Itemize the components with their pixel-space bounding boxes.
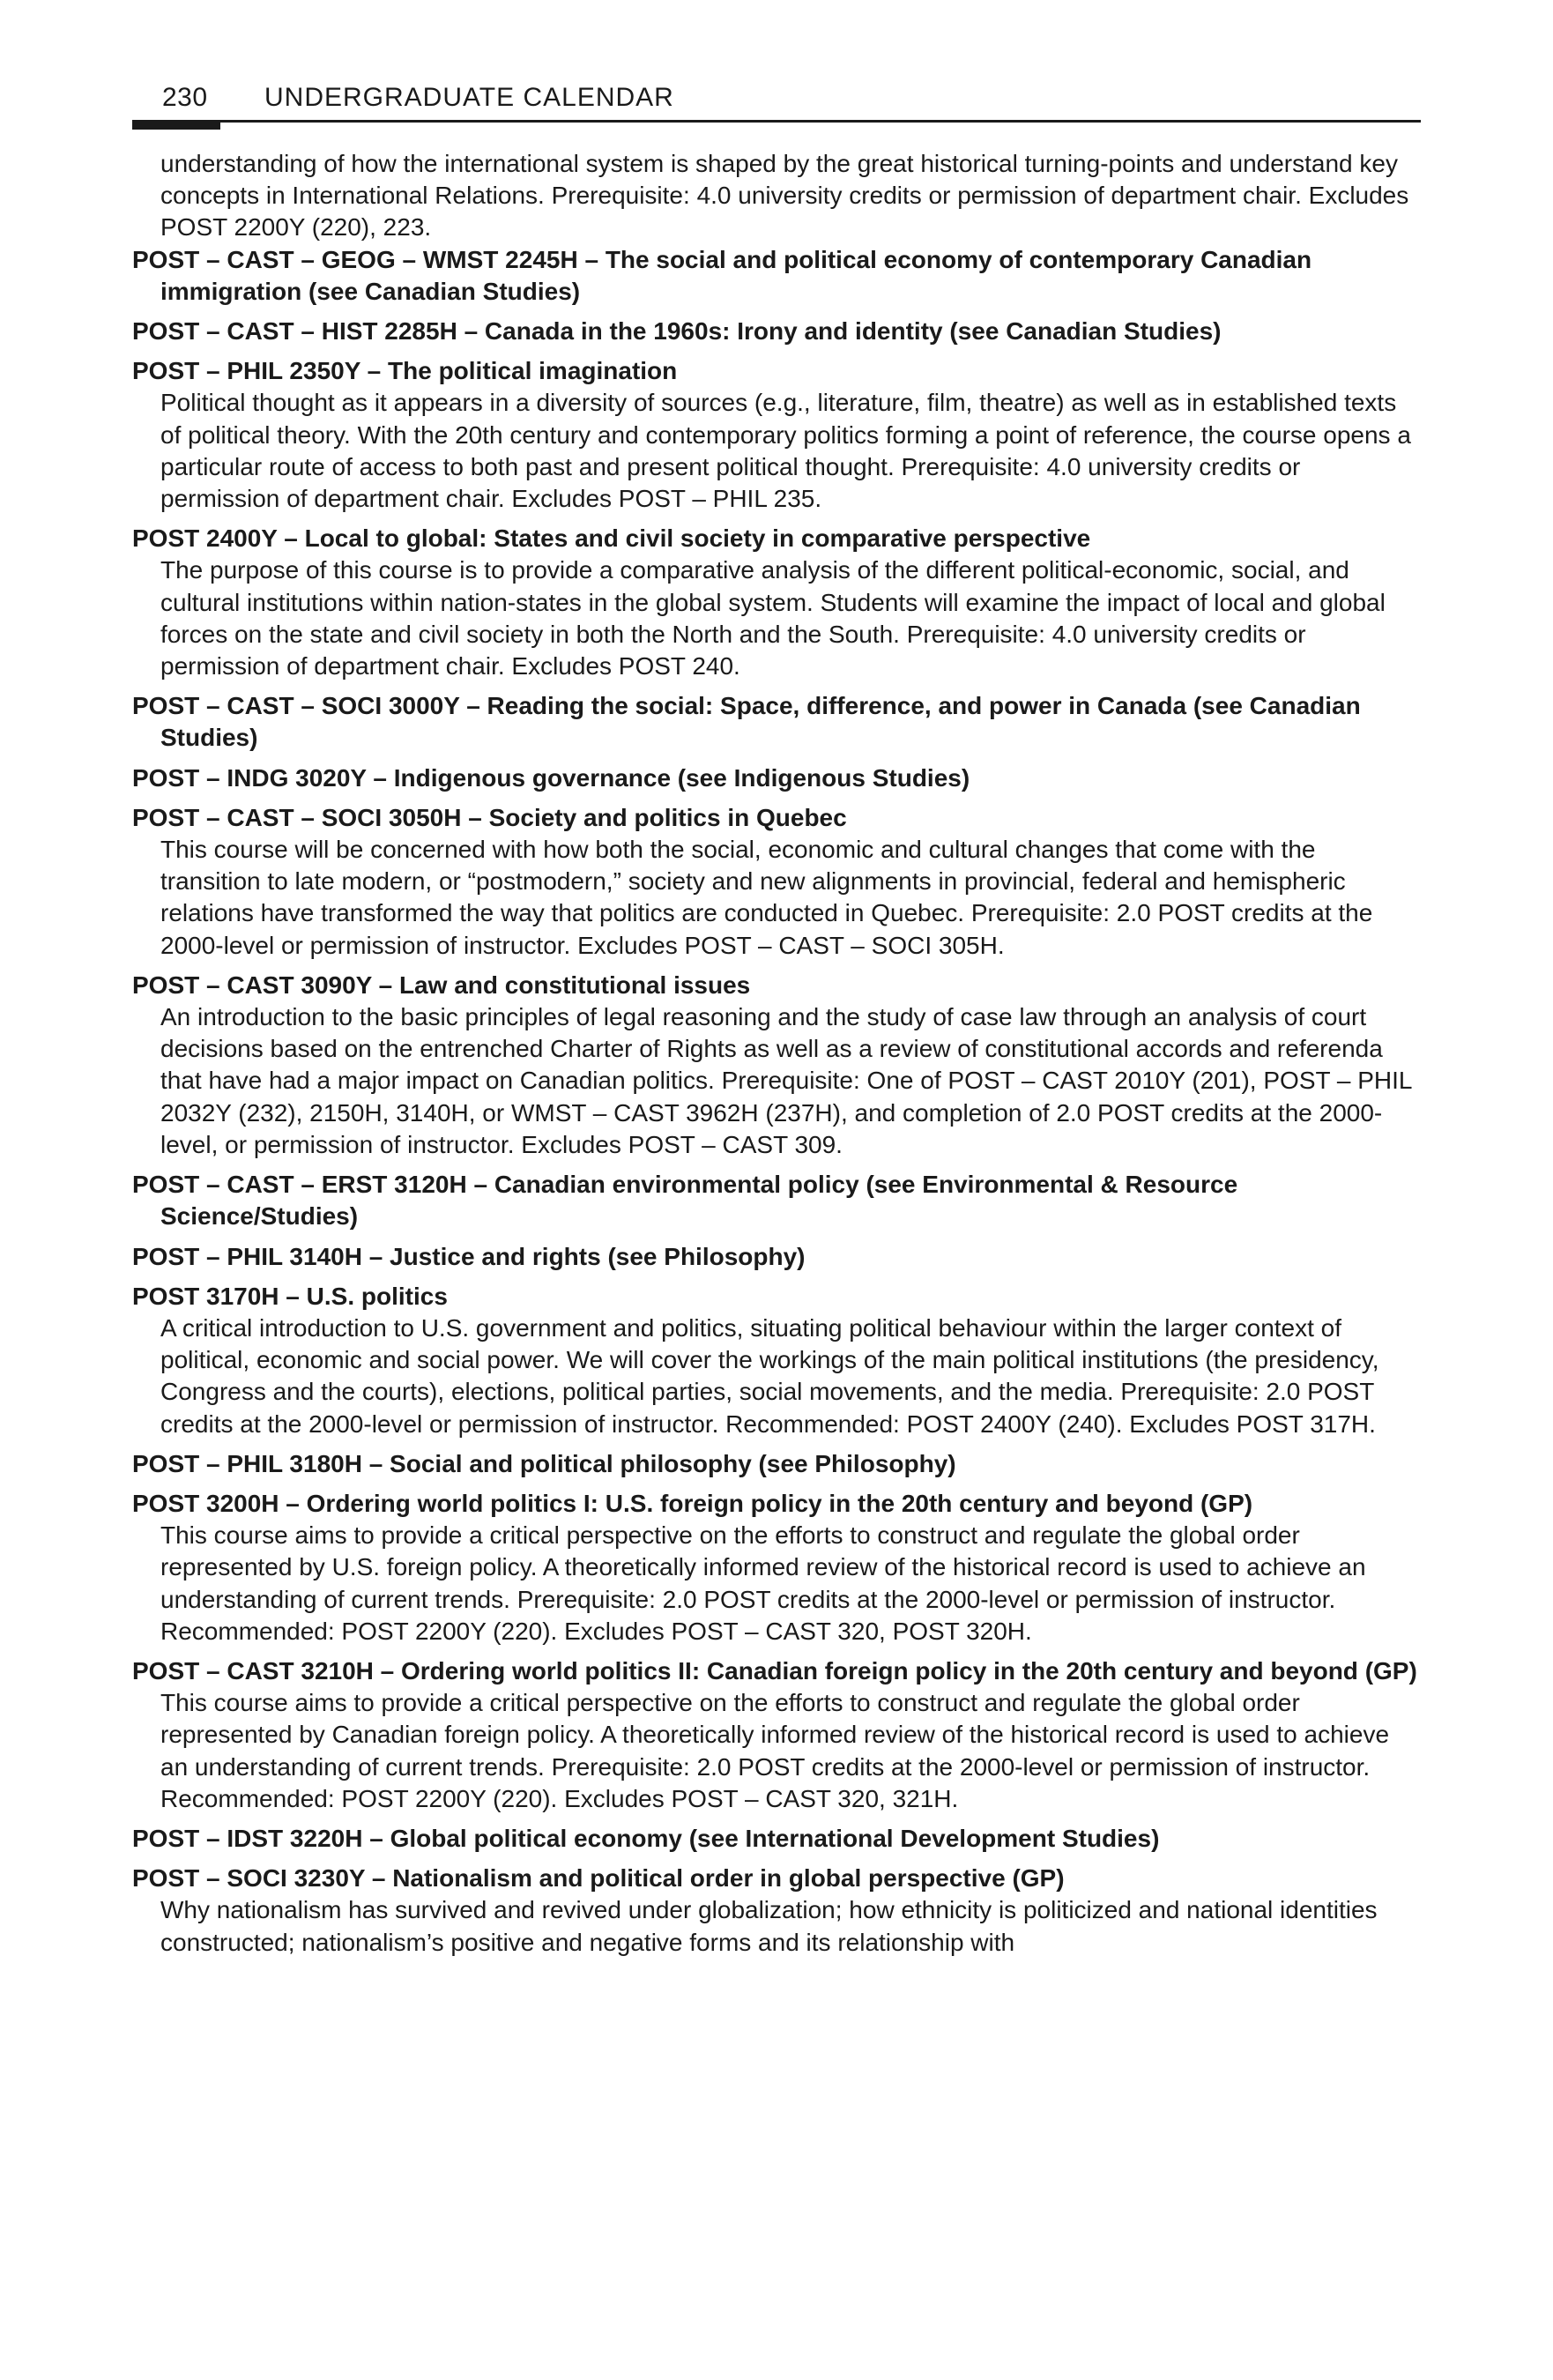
course-entry	[132, 690, 1421, 754]
page-number: 230	[162, 83, 208, 112]
course-entry	[132, 1448, 1421, 1480]
course-title: POST – CAST – HIST 2285H – Canada in the 1960s: Irony and identity (see Canadian Studies)	[132, 317, 1222, 346]
course-title: POST – CAST – SOCI 3050H – Society and politics in Quebec	[132, 803, 847, 831]
course-entry	[132, 1655, 1421, 1815]
course-entry	[132, 244, 1421, 308]
continued-description: understanding of how the international system is shaped by the great historical turning-points and understand key concepts in International Relations. Prerequisite: 4.0 university credits or permission of department chair. Excludes POST 2200Y (220), 223.	[160, 150, 1409, 242]
course-entry	[132, 802, 1421, 962]
header-rule	[132, 120, 1421, 123]
course-description: The purpose of this course is to provide a comparative analysis of the different political-economic, social, and cultural institutions within nation-states in the global system. Students will examine the impact of local and global forces on the state and civil society in both the North and the South. Prerequisite: 4.0 university credits or permission of department chair. Excludes POST 240.	[160, 556, 1386, 681]
course-entry	[132, 316, 1421, 347]
course-entry	[132, 1488, 1421, 1647]
course-title: POST – PHIL 3140H – Justice and rights (see Philosophy)	[132, 1242, 806, 1270]
course-entry	[132, 1241, 1421, 1273]
course-description: Why nationalism has survived and revived under globalization; how ethnicity is politicized and national identities constructed; nationalism’s positive and negative forms and its relationship with	[160, 1896, 1378, 1956]
course-description: Political thought as it appears in a diversity of sources (e.g., literature, film, theatre) as well as in established texts of political theory. With the 20th century and contemporary politics forming a point of reference, the course opens a particular route of access to both past and present political thought. Prerequisite: 4.0 university credits or permission of department chair. Excludes POST – PHIL 235.	[160, 389, 1411, 513]
course-entry	[132, 1169, 1421, 1232]
course-title: POST – CAST 3090Y – Law and constitutional issues	[132, 971, 751, 999]
calendar-title: UNDERGRADUATE CALENDAR	[264, 83, 674, 112]
course-entry	[132, 762, 1421, 794]
course-title: POST 3170H – U.S. politics	[132, 1282, 448, 1310]
course-entry	[132, 1863, 1421, 1959]
course-description: This course will be concerned with how both the social, economic and cultural changes that come with the transition to late modern, or “postmodern,” society and new alignments in provincial, federal and hemispheric relations have transformed the way that politics are conducted in Quebec. Prerequisite: 2.0 POST credits at the 2000-level or permission of instructor. Excludes POST – CAST – SOCI 305H.	[160, 836, 1373, 959]
course-listing	[132, 148, 1421, 1959]
course-title: POST – PHIL 3180H – Social and political philosophy (see Philosophy)	[132, 1449, 956, 1477]
running-header	[132, 78, 1421, 127]
course-description: A critical introduction to U.S. government and politics, situating political behaviour within the larger context of political, economic and social power. We will cover the workings of the main political institutions (the presidency, Congress and the courts), elections, political parties, social movements, and the media. Prerequisite: 2.0 POST credits at the 2000-level or permission of instructor. Recommended: POST 2400Y (240). Excludes POST 317H.	[160, 1313, 1379, 1438]
course-entry	[132, 970, 1421, 1161]
course-title: POST – CAST – GEOG – WMST 2245H – The social and political economy of contemporary Canadian immigration (see Canadian Studies)	[132, 245, 1312, 305]
course-description: An introduction to the basic principles of legal reasoning and the study of case law through an analysis of court decisions based on the entrenched Charter of Rights as well as a review of constitutional accords and referenda that have had a major impact on Canadian politics. Prerequisite: One of POST – CAST 2010Y (201), POST – PHIL 2032Y (232), 2150H, 3140H, or WMST – CAST 3962H (237H), and completion of 2.0 POST credits at the 2000-level, or permission of instructor. Excludes POST – CAST 309.	[160, 1003, 1412, 1158]
header-tab-marker	[132, 120, 220, 130]
course-description: This course aims to provide a critical perspective on the efforts to construct and regulate the global order represented by Canadian foreign policy. A theoretically informed review of the historical record is used to achieve an understanding of current trends. Prerequisite: 2.0 POST credits at the 2000-level or permission of instructor. Recommended: POST 2200Y (220). Excludes POST – CAST 320, 321H.	[160, 1689, 1390, 1812]
course-title: POST – SOCI 3230Y – Nationalism and political order in global perspective (GP)	[132, 1864, 1065, 1893]
course-title: POST – CAST – SOCI 3000Y – Reading the social: Space, difference, and power in Canada (see Canadian Studies)	[132, 692, 1361, 752]
course-title: POST – IDST 3220H – Global political economy (see International Development Studies)	[132, 1824, 1160, 1852]
course-entry	[132, 355, 1421, 515]
course-title: POST – CAST – ERST 3120H – Canadian environmental policy (see Environmental & Resource Science/Studies)	[132, 1171, 1238, 1231]
course-title: POST – PHIL 2350Y – The political imagination	[132, 357, 678, 385]
course-title: POST – INDG 3020Y – Indigenous governance (see Indigenous Studies)	[132, 763, 970, 792]
course-title: POST – CAST 3210H – Ordering world politics II: Canadian foreign policy in the 20th century and beyond (GP)	[132, 1656, 1417, 1685]
course-description: This course aims to provide a critical perspective on the efforts to construct and regulate the global order represented by U.S. foreign policy. A theoretically informed review of the historical record is used to achieve an understanding of current trends. Prerequisite: 2.0 POST credits at the 2000-level or permission of instructor. Recommended: POST 2200Y (220). Excludes POST – CAST 320, POST 320H.	[160, 1521, 1366, 1645]
course-title: POST 2400Y – Local to global: States and civil society in comparative perspective	[132, 524, 1091, 553]
course-title: POST 3200H – Ordering world politics I: U.S. foreign policy in the 20th century and beyond (GP)	[132, 1489, 1253, 1517]
course-entry	[132, 1281, 1421, 1440]
course-entry	[132, 523, 1421, 682]
course-entry	[132, 1823, 1421, 1855]
course-list	[132, 244, 1421, 1959]
